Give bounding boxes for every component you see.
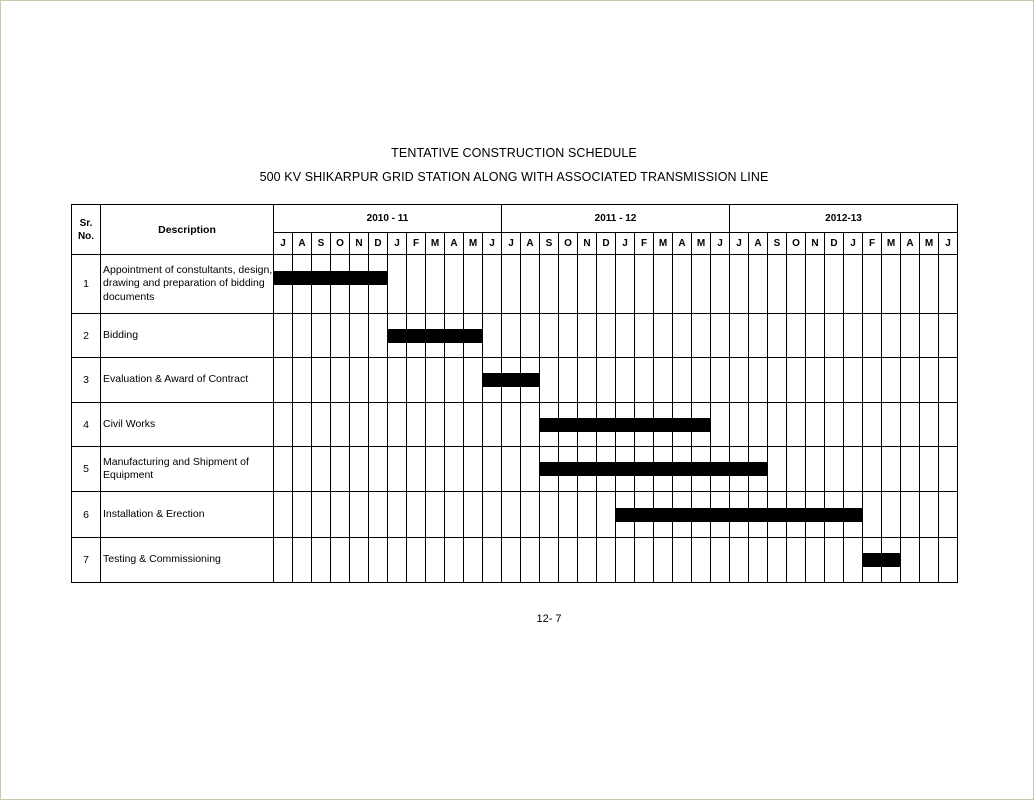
schedule-cell [730, 403, 749, 447]
schedule-cell [806, 447, 825, 492]
schedule-cell [939, 255, 958, 314]
schedule-cell [293, 403, 312, 447]
schedule-cell [635, 314, 654, 358]
task-sr-no: 2 [72, 314, 101, 358]
schedule-cell [464, 492, 483, 538]
page-title: TENTATIVE CONSTRUCTION SCHEDULE [391, 146, 637, 160]
schedule-cell [559, 358, 578, 403]
schedule-cell [350, 538, 369, 583]
schedule-cell [293, 492, 312, 538]
year-header-row [72, 205, 958, 233]
schedule-cell [920, 403, 939, 447]
schedule-cell [312, 492, 331, 538]
schedule-cell [901, 492, 920, 538]
schedule-cell [825, 314, 844, 358]
schedule-cell [426, 492, 445, 538]
gantt-bar [274, 271, 388, 285]
schedule-cell [863, 358, 882, 403]
schedule-cell [768, 255, 787, 314]
schedule-cell [350, 447, 369, 492]
schedule-cell [730, 538, 749, 583]
schedule-cell [559, 314, 578, 358]
month-header: M [654, 233, 673, 255]
schedule-cell [787, 403, 806, 447]
schedule-cell [445, 538, 464, 583]
schedule-cell [483, 403, 502, 447]
schedule-cell [768, 447, 787, 492]
schedule-cell [825, 447, 844, 492]
month-header: D [369, 233, 388, 255]
schedule-cell [730, 358, 749, 403]
task-sr-no: 3 [72, 358, 101, 403]
schedule-cell [939, 538, 958, 583]
schedule-cell [597, 314, 616, 358]
schedule-cell [331, 314, 350, 358]
schedule-cell [464, 403, 483, 447]
schedule-cell [673, 538, 692, 583]
gantt-bar [616, 508, 863, 522]
task-sr-no: 1 [72, 255, 101, 314]
schedule-cell [882, 403, 901, 447]
gantt-bar [540, 462, 768, 476]
schedule-cell [502, 538, 521, 583]
schedule-cell [540, 538, 559, 583]
month-header: N [350, 233, 369, 255]
month-header: O [331, 233, 350, 255]
schedule-cell [882, 314, 901, 358]
schedule-cell [578, 314, 597, 358]
schedule-cell [274, 403, 293, 447]
schedule-cell [939, 358, 958, 403]
description-header: Description [101, 205, 274, 255]
task-description: Civil Works [101, 403, 274, 447]
schedule-cell [407, 403, 426, 447]
task-row [72, 403, 958, 447]
schedule-cell [350, 314, 369, 358]
schedule-cell [312, 403, 331, 447]
schedule-cell [388, 492, 407, 538]
schedule-cell [597, 358, 616, 403]
schedule-cell [369, 538, 388, 583]
schedule-cell [388, 447, 407, 492]
month-header: J [844, 233, 863, 255]
month-header: F [407, 233, 426, 255]
schedule-cell [445, 358, 464, 403]
month-header: A [673, 233, 692, 255]
schedule-cell [768, 403, 787, 447]
schedule-cell [768, 538, 787, 583]
schedule-cell [312, 538, 331, 583]
schedule-cell [939, 492, 958, 538]
month-header: M [920, 233, 939, 255]
schedule-cell [844, 538, 863, 583]
schedule-cell [616, 358, 635, 403]
task-description: Manufacturing and Shipment of Equipment [101, 447, 274, 492]
schedule-cell [749, 255, 768, 314]
schedule-cell [407, 358, 426, 403]
schedule-cell [464, 538, 483, 583]
schedule-cell [578, 538, 597, 583]
schedule-cell [768, 358, 787, 403]
schedule-cell [844, 314, 863, 358]
schedule-cell [502, 492, 521, 538]
month-header: M [882, 233, 901, 255]
schedule-cell [426, 538, 445, 583]
schedule-cell [369, 492, 388, 538]
task-row [72, 538, 958, 583]
schedule-cell [274, 314, 293, 358]
schedule-cell [331, 492, 350, 538]
schedule-cell [673, 255, 692, 314]
schedule-cell [654, 255, 673, 314]
schedule-cell [711, 403, 730, 447]
schedule-cell [483, 492, 502, 538]
schedule-cell [654, 314, 673, 358]
schedule-cell [445, 403, 464, 447]
task-description: Bidding [101, 314, 274, 358]
schedule-cell [882, 358, 901, 403]
task-row [72, 447, 958, 492]
schedule-cell [920, 314, 939, 358]
schedule-cell [578, 492, 597, 538]
schedule-cell [521, 538, 540, 583]
schedule-cell [844, 447, 863, 492]
schedule-cell [521, 255, 540, 314]
schedule-cell [863, 403, 882, 447]
schedule-cell [806, 314, 825, 358]
schedule-cell [787, 314, 806, 358]
schedule-cell [882, 255, 901, 314]
schedule-cell [274, 358, 293, 403]
schedule-cell [369, 403, 388, 447]
schedule-cell [274, 538, 293, 583]
schedule-cell [597, 255, 616, 314]
schedule-cell [711, 314, 730, 358]
schedule-cell [540, 314, 559, 358]
schedule-cell [863, 314, 882, 358]
month-header: J [388, 233, 407, 255]
schedule-cell [654, 358, 673, 403]
schedule-cell [673, 358, 692, 403]
schedule-cell [559, 538, 578, 583]
schedule-cell [920, 538, 939, 583]
schedule-cell [787, 358, 806, 403]
schedule-cell [559, 255, 578, 314]
schedule-cell [692, 255, 711, 314]
schedule-cell [407, 492, 426, 538]
month-header: S [312, 233, 331, 255]
task-description: Appointment of constultants, design, drawing and preparation of bidding documents [101, 255, 274, 314]
schedule-cell [350, 358, 369, 403]
schedule-cell [369, 314, 388, 358]
month-header: O [787, 233, 806, 255]
schedule-cell [787, 538, 806, 583]
schedule-cell [920, 492, 939, 538]
schedule-cell [901, 403, 920, 447]
task-description: Installation & Erection [101, 492, 274, 538]
schedule-cell [901, 255, 920, 314]
schedule-cell [882, 447, 901, 492]
month-header: J [939, 233, 958, 255]
schedule-cell [749, 314, 768, 358]
schedule-cell [711, 538, 730, 583]
schedule-cell [521, 447, 540, 492]
schedule-cell [407, 447, 426, 492]
schedule-cell [312, 358, 331, 403]
task-sr-no: 7 [72, 538, 101, 583]
schedule-cell [274, 492, 293, 538]
schedule-cell [920, 447, 939, 492]
schedule-cell [749, 403, 768, 447]
schedule-cell [825, 403, 844, 447]
month-header: N [578, 233, 597, 255]
schedule-cell [369, 358, 388, 403]
schedule-cell [502, 314, 521, 358]
schedule-cell [502, 255, 521, 314]
month-header: O [559, 233, 578, 255]
page-number: 12- 7 [536, 613, 562, 625]
schedule-cell [901, 314, 920, 358]
schedule-cell [597, 538, 616, 583]
month-header: A [445, 233, 464, 255]
schedule-cell [388, 403, 407, 447]
schedule-cell [806, 403, 825, 447]
schedule-cell [825, 538, 844, 583]
schedule-cell [464, 447, 483, 492]
month-header: S [768, 233, 787, 255]
schedule-cell [692, 358, 711, 403]
schedule-cell [312, 314, 331, 358]
task-row [72, 314, 958, 358]
schedule-cell [920, 358, 939, 403]
schedule-cell [521, 314, 540, 358]
schedule-cell [540, 492, 559, 538]
month-header: M [692, 233, 711, 255]
month-header: F [863, 233, 882, 255]
schedule-cell [483, 538, 502, 583]
schedule-cell [502, 403, 521, 447]
year-header: 2010 - 11 [274, 205, 502, 233]
month-header: J [730, 233, 749, 255]
schedule-cell [426, 447, 445, 492]
month-header: N [806, 233, 825, 255]
schedule-cell [673, 314, 692, 358]
month-header: S [540, 233, 559, 255]
month-header: A [293, 233, 312, 255]
month-header: A [749, 233, 768, 255]
schedule-cell [331, 358, 350, 403]
schedule-cell [787, 447, 806, 492]
schedule-cell [635, 538, 654, 583]
schedule-cell [920, 255, 939, 314]
schedule-cell [350, 403, 369, 447]
year-header: 2012-13 [730, 205, 958, 233]
schedule-cell [331, 538, 350, 583]
schedule-cell [540, 255, 559, 314]
schedule-cell [768, 314, 787, 358]
schedule-cell [711, 255, 730, 314]
schedule-cell [635, 358, 654, 403]
schedule-cell [388, 358, 407, 403]
schedule-cell [445, 255, 464, 314]
task-description: Evaluation & Award of Contract [101, 358, 274, 403]
schedule-cell [730, 314, 749, 358]
schedule-cell [825, 358, 844, 403]
month-header: D [597, 233, 616, 255]
schedule-cell [749, 358, 768, 403]
month-header: D [825, 233, 844, 255]
schedule-cell [388, 255, 407, 314]
schedule-cell [844, 403, 863, 447]
month-header: A [901, 233, 920, 255]
schedule-cell [559, 492, 578, 538]
schedule-cell [331, 447, 350, 492]
schedule-cell [426, 358, 445, 403]
schedule-cell [787, 255, 806, 314]
schedule-cell [616, 538, 635, 583]
schedule-cell [806, 358, 825, 403]
schedule-cell [331, 403, 350, 447]
sr-no-header: Sr. No. [72, 205, 101, 255]
schedule-cell [369, 447, 388, 492]
schedule-cell [312, 447, 331, 492]
schedule-cell [749, 538, 768, 583]
schedule-cell [445, 447, 464, 492]
schedule-cell [540, 358, 559, 403]
schedule-cell [426, 403, 445, 447]
month-header: J [483, 233, 502, 255]
schedule-cell [635, 255, 654, 314]
gantt-bar [388, 329, 483, 343]
schedule-cell [939, 447, 958, 492]
schedule-cell [711, 358, 730, 403]
gantt-bar [483, 373, 540, 387]
schedule-cell [806, 255, 825, 314]
schedule-cell [521, 492, 540, 538]
schedule-cell [407, 255, 426, 314]
gantt-bar [863, 553, 901, 567]
schedule-cell [578, 255, 597, 314]
task-sr-no: 5 [72, 447, 101, 492]
schedule-cell [293, 447, 312, 492]
schedule-cell [939, 403, 958, 447]
schedule-cell [844, 255, 863, 314]
month-header: J [616, 233, 635, 255]
schedule-cell [901, 538, 920, 583]
schedule-cell [901, 447, 920, 492]
schedule-cell [863, 492, 882, 538]
schedule-cell [901, 358, 920, 403]
month-header: F [635, 233, 654, 255]
schedule-cell [863, 447, 882, 492]
schedule-cell [407, 538, 426, 583]
schedule-cell [445, 492, 464, 538]
schedule-cell [654, 538, 673, 583]
schedule-cell [882, 492, 901, 538]
task-description: Testing & Commissioning [101, 538, 274, 583]
task-sr-no: 4 [72, 403, 101, 447]
schedule-cell [293, 314, 312, 358]
schedule-cell [616, 255, 635, 314]
schedule-cell [483, 447, 502, 492]
schedule-cell [521, 403, 540, 447]
schedule-table [71, 204, 958, 583]
schedule-cell [350, 492, 369, 538]
month-header: A [521, 233, 540, 255]
month-header: M [464, 233, 483, 255]
schedule-cell [692, 314, 711, 358]
month-header: J [502, 233, 521, 255]
schedule-cell [483, 314, 502, 358]
schedule-cell [844, 358, 863, 403]
month-header: J [711, 233, 730, 255]
schedule-cell [293, 538, 312, 583]
schedule-cell [464, 358, 483, 403]
schedule-cell [939, 314, 958, 358]
schedule-cell [483, 255, 502, 314]
gantt-bar [540, 418, 711, 432]
schedule-cell [825, 255, 844, 314]
schedule-cell [863, 255, 882, 314]
schedule-cell [578, 358, 597, 403]
schedule-cell [293, 358, 312, 403]
task-sr-no: 6 [72, 492, 101, 538]
schedule-cell [616, 314, 635, 358]
schedule-cell [426, 255, 445, 314]
schedule-cell [730, 255, 749, 314]
page-subtitle: 500 KV SHIKARPUR GRID STATION ALONG WITH ASSOCIATED TRANSMISSION LINE [259, 170, 769, 184]
schedule-cell [502, 447, 521, 492]
month-header: M [426, 233, 445, 255]
year-header: 2011 - 12 [502, 205, 730, 233]
task-row [72, 255, 958, 314]
month-header: J [274, 233, 293, 255]
schedule-cell [692, 538, 711, 583]
schedule-cell [464, 255, 483, 314]
schedule-cell [274, 447, 293, 492]
schedule-cell [806, 538, 825, 583]
schedule-cell [597, 492, 616, 538]
schedule-cell [388, 538, 407, 583]
